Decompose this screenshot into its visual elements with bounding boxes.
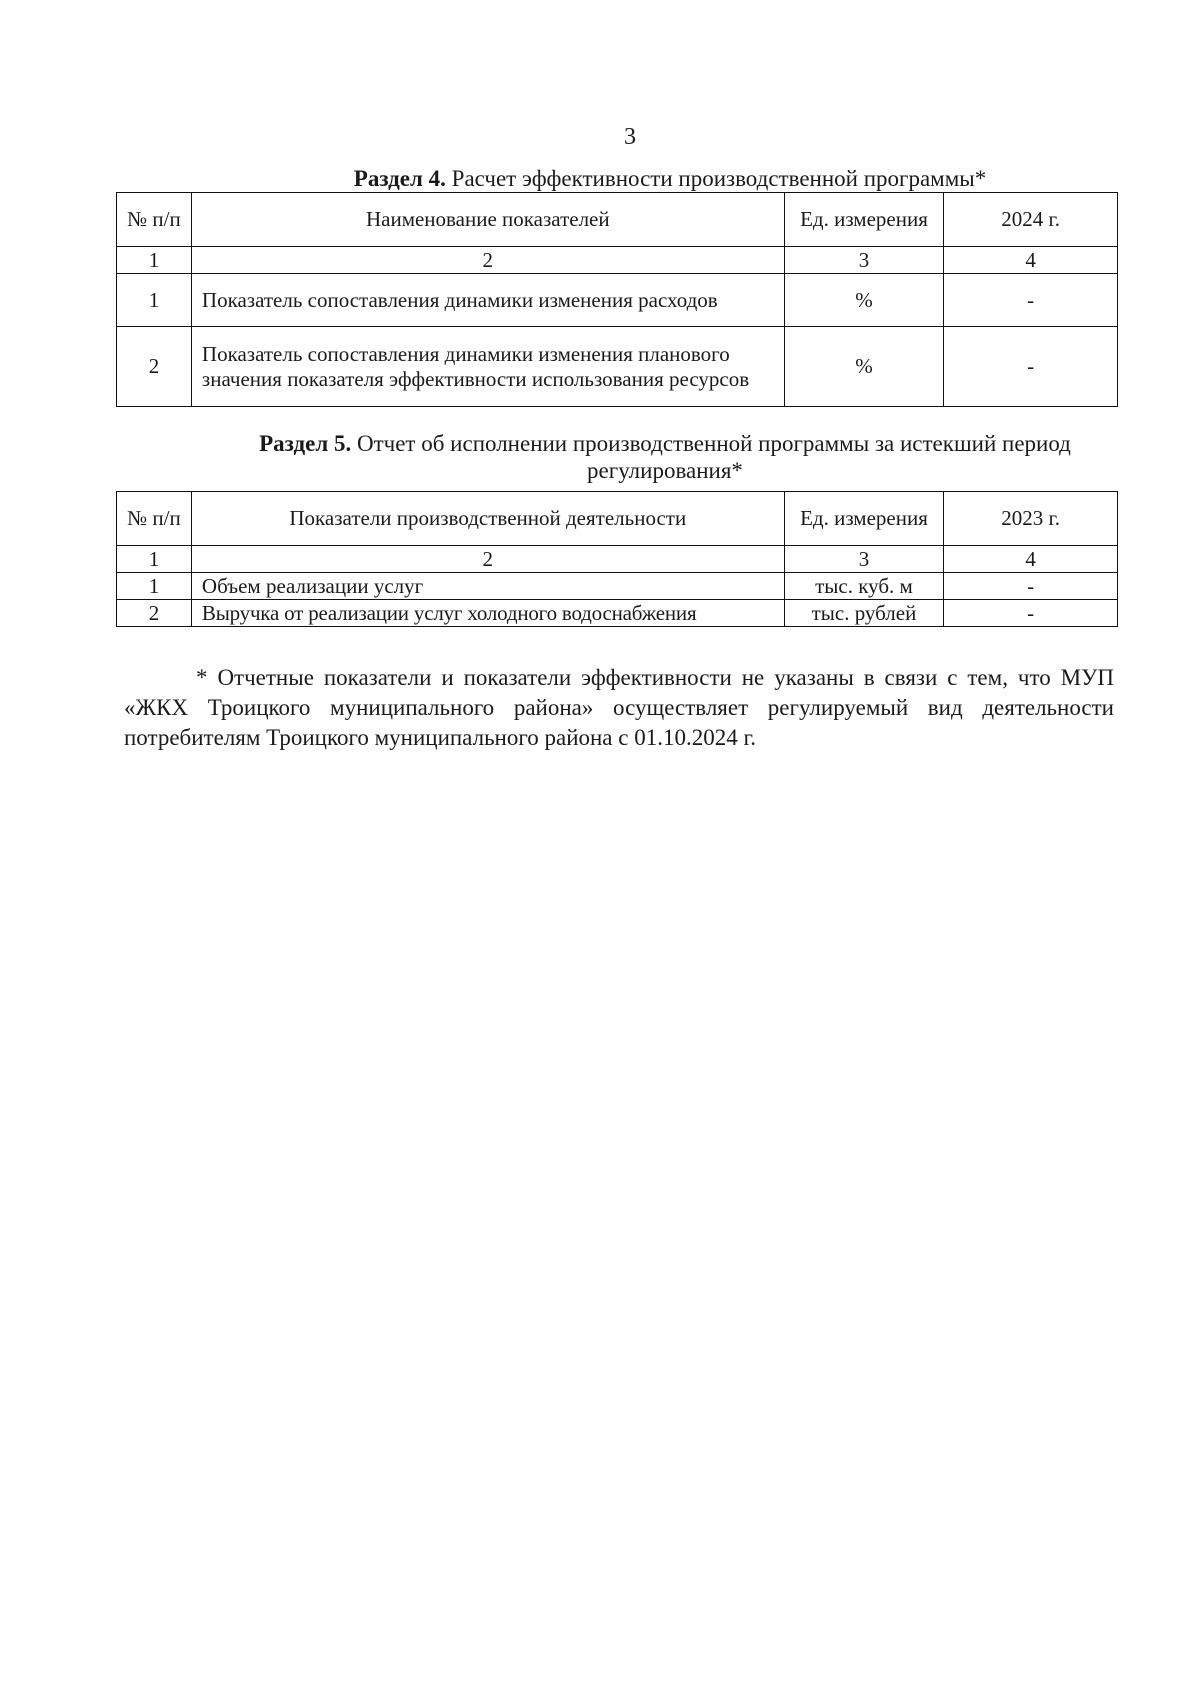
table-header-row [117,492,1118,546]
row-num: 2 [117,327,192,407]
row-unit: % [784,327,944,407]
column-number: 2 [191,247,784,274]
table-header-row [117,193,1118,247]
column-number-row [117,247,1118,274]
header-name: Наименование показателей [191,193,784,247]
row-value: - [944,600,1118,627]
table-row [117,573,1118,600]
row-unit: тыс. рублей [784,600,944,627]
table-row [117,327,1118,407]
column-number: 3 [784,247,944,274]
section-5-title-text: Отчет об исполнении производственной программы за истекший период регулирования* [351,431,1071,483]
row-name: Показатель сопоставления динамики изменения расходов [191,274,784,327]
header-num: № п/п [117,492,192,546]
section-5-title-label: Раздел 5. [259,431,352,456]
section-5-title [190,430,1140,484]
section-4-title-label: Раздел 4. [353,166,446,191]
header-unit: Ед. измерения [784,492,944,546]
row-num: 1 [117,274,192,327]
row-unit: % [784,274,944,327]
footnote: * Отчетные показатели и показатели эффективности не указаны в связи с тем, что МУП «ЖКХ Троицкого муниципального района» осуществляет регулируемый вид деятельности потребителям Троицкого муниципального района с 01.10.2024 г. [124,665,1114,750]
header-unit: Ед. измерения [784,193,944,247]
section-4-title-text: Расчет эффективности производственной программы* [445,166,987,191]
row-name: Выручка от реализации услуг холодного водоснабжения [191,600,784,627]
section-5-table [116,491,1118,627]
table-row [117,274,1118,327]
header-year: 2023 г. [944,492,1118,546]
column-number: 2 [191,546,784,573]
column-number: 1 [117,247,192,274]
page-number: 3 [624,124,636,150]
column-number: 4 [944,247,1118,274]
row-num: 1 [117,573,192,600]
section-4-title [300,165,1040,192]
column-number: 1 [117,546,192,573]
column-number: 4 [944,546,1118,573]
row-value: - [944,274,1118,327]
column-number: 3 [784,546,944,573]
header-year: 2024 г. [944,193,1118,247]
row-value: - [944,327,1118,407]
header-name: Показатели производственной деятельности [191,492,784,546]
row-name: Объем реализации услуг [191,573,784,600]
column-number-row [117,546,1118,573]
table-row [117,600,1118,627]
header-num: № п/п [117,193,192,247]
row-num: 2 [117,600,192,627]
row-unit: тыс. куб. м [784,573,944,600]
row-name: Показатель сопоставления динамики изменения планового значения показателя эффективности использования ресурсов [191,327,784,407]
section-4-table [116,192,1118,407]
row-value: - [944,573,1118,600]
